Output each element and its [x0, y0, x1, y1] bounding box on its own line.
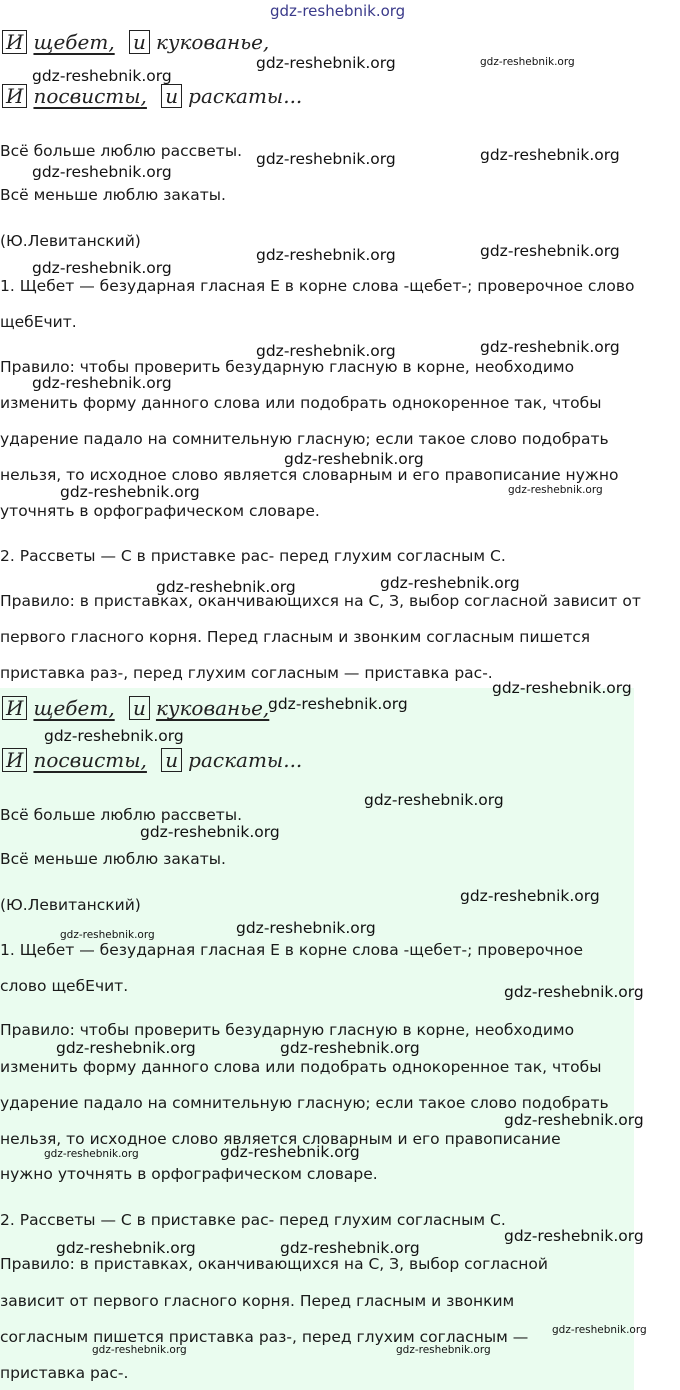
- watermark: gdz-reshebnik.org: [552, 1324, 647, 1336]
- boxed-conjunction: И: [2, 84, 27, 108]
- boxed-conjunction: И: [2, 748, 27, 772]
- watermark: gdz-reshebnik.org: [492, 679, 632, 697]
- text-line: 1. Щебет — безударная гласная Е в корне слова -щебет-; проверочное: [0, 941, 583, 959]
- text-line: зависит от первого гласного корня. Перед гласным и звонким: [0, 1292, 515, 1310]
- watermark: gdz-reshebnik.org: [504, 983, 644, 1001]
- text-line: слово щебЕчит.: [0, 977, 129, 995]
- watermark: gdz-reshebnik.org: [32, 374, 172, 392]
- text-line: (Ю.Левитанский): [0, 232, 141, 250]
- text-line: нельзя, то исходное слово является словарным и его правописание нужно: [0, 466, 619, 484]
- text-line: Правило: в приставках, оканчивающихся на С, З, выбор согласной зависит от: [0, 592, 641, 610]
- watermark: gdz-reshebnik.org: [256, 54, 396, 72]
- poem-line-2: [2, 84, 310, 108]
- watermark: gdz-reshebnik.org: [480, 56, 575, 68]
- watermark: gdz-reshebnik.org: [480, 242, 620, 260]
- watermark: gdz-reshebnik.org: [460, 887, 600, 905]
- watermark: gdz-reshebnik.org: [92, 1344, 187, 1356]
- poem-word: щебет,: [33, 30, 115, 54]
- watermark: gdz-reshebnik.org: [256, 342, 396, 360]
- text-line: нужно уточнять в орфографическом словаре.: [0, 1165, 378, 1183]
- watermark: gdz-reshebnik.org: [56, 1039, 196, 1057]
- poem-word: раскаты...: [188, 84, 303, 108]
- text-line: нельзя, то исходное слово является словарным и его правописание: [0, 1130, 561, 1148]
- poem-word: кукованье,: [155, 696, 270, 720]
- watermark: gdz-reshebnik.org: [140, 823, 280, 841]
- watermark: gdz-reshebnik.org: [268, 695, 408, 713]
- watermark: gdz-reshebnik.org: [504, 1227, 644, 1245]
- watermark: gdz-reshebnik.org: [480, 146, 620, 164]
- watermark: gdz-reshebnik.org: [256, 246, 396, 264]
- boxed-conjunction: и: [129, 696, 150, 720]
- watermark: gdz-reshebnik.org: [364, 791, 504, 809]
- watermark: gdz-reshebnik.org: [32, 163, 172, 181]
- watermark: gdz-reshebnik.org: [380, 574, 520, 592]
- watermark: gdz-reshebnik.org: [280, 1239, 420, 1257]
- watermark: gdz-reshebnik.org: [504, 1111, 644, 1129]
- boxed-conjunction: И: [2, 30, 27, 54]
- watermark: gdz-reshebnik.org: [256, 150, 396, 168]
- text-line: Всё меньше люблю закаты.: [0, 186, 226, 204]
- watermark: gdz-reshebnik.org: [270, 2, 406, 20]
- watermark: gdz-reshebnik.org: [236, 919, 376, 937]
- boxed-conjunction: и: [161, 748, 182, 772]
- watermark: gdz-reshebnik.org: [284, 450, 424, 468]
- watermark: gdz-reshebnik.org: [44, 1148, 139, 1160]
- poem-word: раскаты...: [188, 748, 303, 772]
- poem-line-1: [2, 30, 277, 54]
- answer-section-1: [0, 0, 680, 688]
- watermark: gdz-reshebnik.org: [60, 929, 155, 941]
- text-line: изменить форму данного слова или подобрать однокоренное так, чтобы: [0, 1058, 602, 1076]
- text-line: приставка рас-.: [0, 1364, 129, 1382]
- text-line: (Ю.Левитанский): [0, 896, 141, 914]
- watermark: gdz-reshebnik.org: [60, 483, 200, 501]
- watermark: gdz-reshebnik.org: [156, 578, 296, 596]
- poem-word: посвисты,: [33, 84, 147, 108]
- poem-line-2: [2, 748, 310, 772]
- text-line: 2. Рассветы — С в приставке рас- перед глухим согласным С.: [0, 547, 506, 565]
- text-line: Правило: чтобы проверить безударную гласную в корне, необходимо: [0, 1021, 575, 1039]
- text-line: Всё меньше люблю закаты.: [0, 850, 226, 868]
- boxed-conjunction: и: [161, 84, 182, 108]
- text-line: Всё больше люблю рассветы.: [0, 806, 242, 824]
- watermark: gdz-reshebnik.org: [32, 259, 172, 277]
- watermark: gdz-reshebnik.org: [220, 1143, 360, 1161]
- text-line: 2. Рассветы — С в приставке рас- перед глухим согласным С.: [0, 1211, 506, 1229]
- poem-word: посвисты,: [33, 748, 147, 772]
- boxed-conjunction: И: [2, 696, 27, 720]
- text-line: Правило: в приставках, оканчивающихся на С, З, выбор согласной: [0, 1255, 548, 1273]
- text-line: согласным пишется приставка раз-, перед глухим согласным —: [0, 1328, 529, 1346]
- watermark: gdz-reshebnik.org: [44, 727, 184, 745]
- text-line: 1. Щебет — безударная гласная Е в корне слова -щебет-; проверочное слово: [0, 277, 635, 295]
- poem-line-1: [2, 696, 277, 720]
- watermark: gdz-reshebnik.org: [508, 484, 603, 496]
- watermark: gdz-reshebnik.org: [396, 1344, 491, 1356]
- text-line: уточнять в орфографическом словаре.: [0, 502, 320, 520]
- watermark: gdz-reshebnik.org: [32, 67, 172, 85]
- boxed-conjunction: и: [129, 30, 150, 54]
- text-line: изменить форму данного слова или подобрать однокоренное так, чтобы: [0, 394, 602, 412]
- text-line: Правило: чтобы проверить безударную гласную в корне, необходимо: [0, 358, 575, 376]
- watermark: gdz-reshebnik.org: [480, 338, 620, 356]
- poem-word: кукованье,: [155, 30, 270, 54]
- text-line: Всё больше люблю рассветы.: [0, 142, 242, 160]
- watermark: gdz-reshebnik.org: [56, 1239, 196, 1257]
- watermark: gdz-reshebnik.org: [280, 1039, 420, 1057]
- poem-word: щебет,: [33, 696, 115, 720]
- text-line: щебЕчит.: [0, 313, 77, 331]
- text-line: приставка раз-, перед глухим согласным — приставка рас-.: [0, 664, 493, 682]
- text-line: первого гласного корня. Перед гласным и звонким согласным пишется: [0, 628, 591, 646]
- text-line: ударение падало на сомнительную гласную; если такое слово подобрать: [0, 1094, 609, 1112]
- answer-section-2: [0, 679, 680, 1390]
- text-line: ударение падало на сомнительную гласную; если такое слово подобрать: [0, 430, 609, 448]
